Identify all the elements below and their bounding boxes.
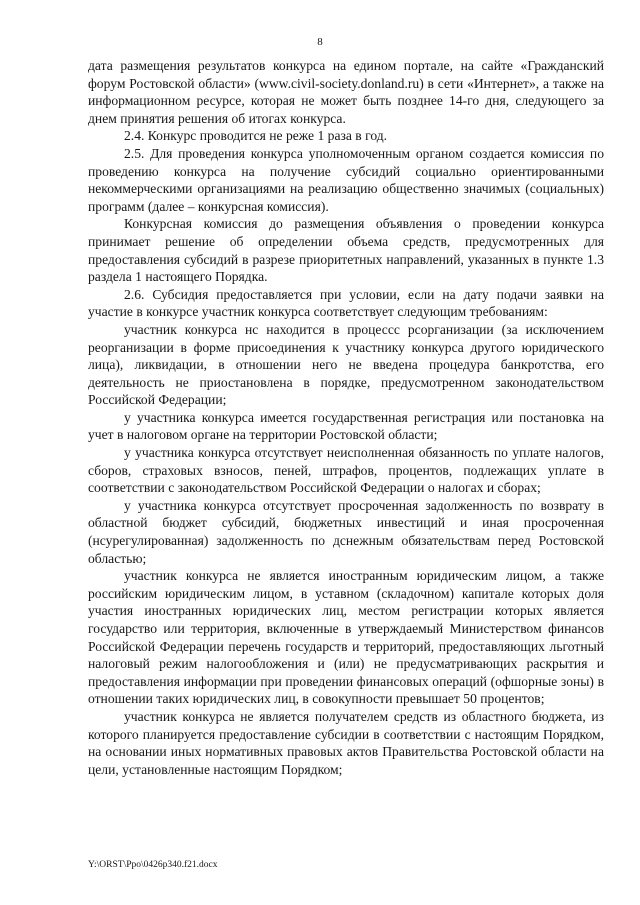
paragraph-2-4: 2.4. Конкурс проводится не реже 1 раза в год. (124, 128, 388, 144)
paragraph-2-5: 2.5. Для проведения конкурса уполномоченным органом создается комиссия по проведению конкурса на получение субсидий социально ориентированными некоммерческими организациями на реализацию общественно значимых (социальных) программ (далее – конкурсная комиссия). (88, 145, 604, 214)
page-number: 8 (317, 36, 323, 48)
requirement-not-foreign-entity: участник конкурса не является иностранным юридическим лицом, а также российским юридическим лицом, в уставном (складочном) капитале которых доля участия иностранных юридических лиц, местом регистрации которых является государство или территория, включенные в утверждаемый Министерством финансов Российской Федерации перечень государств и территорий, предоставляющих льготный налоговый режим налогообложения и (или) не предусматривающих раскрытия и предоставления информации при проведении финансовых операций (офшорные зоны) в отношении таких юридических лиц, в совокупности превышает 50 процентов; (88, 568, 604, 707)
document-body (88, 57, 604, 778)
paragraph-commission-decision: Конкурсная комиссия до размещения объявления о проведении конкурса принимает решение об определении объема средств, предусмотренных для предоставления субсидий в разрезе приоритетных направлений, указанных в пункте 1.3 раздела 1 настоящего Порядка. (88, 216, 604, 285)
paragraph-publication-date: дата размещения результатов конкурса на едином портале, на сайте «Гражданский форум Ростовской области» (www.civil-society.donland.ru) в сети «Интернет», а также на информационном ресурсе, которая не может быть позднее 14-го дня, следующего за днем принятия решения об итогах конкурса. (88, 58, 604, 126)
footer-file-path: Y:\ORST\Ppo\0426p340.f21.docx (88, 860, 218, 870)
requirement-no-tax-debt: у участника конкурса отсутствует неисполненная обязанность по уплате налогов, сборов, страховых взносов, пеней, штрафов, процентов, подлежащих уплате в соответствии с законодательством Российской Федерации о налогах и сборах; (88, 445, 604, 496)
requirement-no-overdue-debt: у участника конкурса отсутствует просроченная задолженность по возврату в областной бюджет субсидий, бюджетных инвестиций и иная просроченная (нсурегулированная) задолженность по дснежным обязательствам перед Ростовской областью; (88, 497, 604, 566)
requirement-state-registration: у участника конкурса имеется государственная регистрация или постановка на учет в налоговом органе на территории Ростовской области; (88, 409, 604, 443)
paragraph-2-6: 2.6. Субсидия предоставляется при условии, если на дату подачи заявки на участие в конкурсе участник конкурса соответствует следующим требованиям: (88, 286, 604, 320)
requirement-no-reorganization: участник конкурса нс находится в процессс рсорганизации (за исключением реорганизации в форме присоединения к участнику конкурса другого юридического лица), ликвидации, в отношении него не введена процедура банкротства, его деятельность не приостановлена в порядке, предусмотренном законодательством Российской Федерации; (88, 321, 604, 408)
requirement-not-budget-recipient: участник конкурса не является получателем средств из областного бюджета, из которого планируется предоставление субсидии в соответствии с настоящим Порядком, на основании иных нормативных правовых актов Правительства Ростовской области на цели, установленные настоящим Порядком; (88, 708, 604, 777)
